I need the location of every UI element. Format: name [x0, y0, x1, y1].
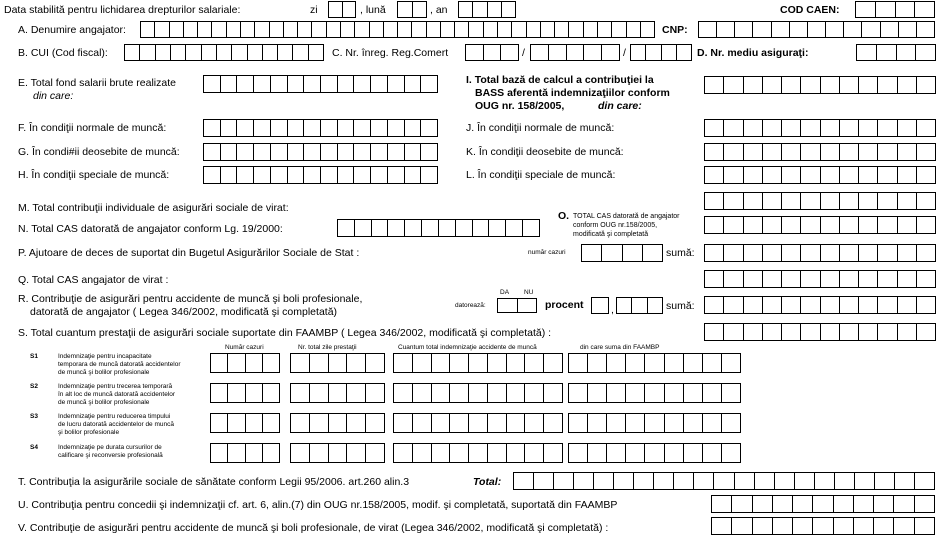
s1-code: S1 — [30, 353, 38, 360]
cui-label: B. CUI (Cod fiscal): — [18, 47, 108, 59]
s1-desc-3: de muncă şi bolilor profesionale — [58, 369, 150, 376]
health-contrib-label: T. Contribuţia la asigurările sociale de sănătate conform Legii 95/2006. art.260 alin.3 — [18, 476, 410, 488]
owes-no-label: NU — [524, 289, 534, 296]
month-input[interactable] — [397, 1, 427, 18]
death-aid-cases-label: număr cazuri — [528, 249, 566, 256]
accident-sum-input[interactable] — [704, 296, 936, 314]
s1-days-input[interactable] — [290, 353, 385, 373]
s4-amount-input[interactable] — [393, 443, 563, 463]
bass-special-label: K. În condiţii deosebite de muncă: — [466, 146, 624, 158]
owes-yes-no-input[interactable] — [497, 298, 537, 313]
s3-cases-input[interactable] — [210, 413, 280, 433]
bass-base-label-3: OUG nr. 158/2005, — [475, 100, 565, 112]
particular-conditions-input[interactable] — [203, 166, 438, 184]
bass-special-input[interactable] — [704, 143, 936, 161]
cnp-label: CNP: — [662, 24, 688, 36]
cas-total-label: Q. Total CAS angajator de virat : — [18, 274, 169, 286]
avg-insured-input[interactable] — [856, 44, 936, 61]
s3-days-input[interactable] — [290, 413, 385, 433]
gross-salary-label: E. Total fond salarii brute realizate — [18, 77, 176, 89]
cod-caen-label: COD CAEN: — [780, 4, 840, 16]
health-contrib-input[interactable] — [513, 472, 935, 490]
s4-desc-2: calificare şi reconversie profesională — [58, 452, 163, 459]
death-aid-sum-input[interactable] — [704, 244, 936, 262]
normal-conditions-label: F. În condiţii normale de muncă: — [18, 122, 167, 134]
percent-comma: , — [611, 304, 614, 316]
cui-input[interactable] — [124, 44, 324, 61]
avg-insured-label: D. Nr. mediu asiguraţi: — [697, 47, 809, 59]
leave-contrib-label: U. Contribuţia pentru concedii şi indemnizaţii cf. art. 6, alin.(7) din OUG nr.158/2005, modif. şi completată, suportată din FAAMBP — [18, 499, 618, 511]
bass-base-label-2: BASS aferentă indemnizaţiilor conform — [475, 87, 670, 99]
s-header-amount: Cuantum total indemnizaţie accidente de muncă — [398, 344, 537, 351]
reg-com-slash-1: / — [522, 47, 525, 59]
s3-faambp-input[interactable] — [568, 413, 741, 433]
s4-days-input[interactable] — [290, 443, 385, 463]
month-label: , lună — [360, 4, 386, 16]
reg-com-input-1[interactable] — [465, 44, 519, 61]
special-conditions-input[interactable] — [203, 143, 438, 161]
s3-code: S3 — [30, 413, 38, 420]
date-label: Data stabilită pentru lichidarea drepturilor salariale: — [4, 4, 241, 16]
death-aid-label: P. Ajutoare de deces de suportat din Bugetul Asigurărilor Sociale de Stat : — [18, 247, 360, 259]
s1-desc-1: Indemnizaţie pentru incapacitate — [58, 353, 152, 360]
s1-cases-input[interactable] — [210, 353, 280, 373]
cas-oug-input[interactable] — [704, 216, 936, 234]
s4-faambp-input[interactable] — [568, 443, 741, 463]
s4-code: S4 — [30, 444, 38, 451]
s2-days-input[interactable] — [290, 383, 385, 403]
percent-int-input[interactable] — [591, 297, 609, 314]
special-conditions-label: G. În condi#ii deosebite de muncă: — [18, 146, 180, 158]
s2-amount-input[interactable] — [393, 383, 563, 403]
s1-desc-2: temporara de muncă datorată accidentelor — [58, 361, 181, 368]
bass-particular-label: L. În condiţii speciale de muncă: — [466, 169, 616, 181]
accident-payable-input[interactable] — [711, 517, 935, 535]
s1-faambp-input[interactable] — [568, 353, 741, 373]
year-input[interactable] — [458, 1, 516, 18]
leave-contrib-input[interactable] — [711, 495, 935, 513]
cas-employer-input[interactable] — [337, 219, 540, 237]
cnp-input[interactable] — [698, 21, 935, 38]
reg-com-input-3[interactable] — [630, 44, 692, 61]
s3-desc-1: Indemnizaţie pentru reducerea timpului — [58, 413, 171, 420]
cas-oug-label-2: conform OUG nr.158/2005, — [573, 222, 658, 229]
employer-name-input[interactable] — [140, 21, 655, 38]
faambp-total-label: S. Total cuantum prestaţii de asigurări sociale suportate din FAAMBP ( Legea 346/2002, modificată şi completată) : — [18, 327, 552, 339]
percent-label: procent — [545, 299, 584, 311]
faambp-total-input[interactable] — [704, 323, 936, 341]
bass-particular-input[interactable] — [704, 166, 936, 184]
accident-payable-label: V. Contribuţie de asigurări pentru accidente de muncă şi boli profesionale, de virat (Legea 346/2002, modificată şi completată) : — [18, 522, 609, 534]
cod-caen-input[interactable] — [855, 1, 935, 18]
employer-name-label: A. Denumire angajator: — [18, 24, 126, 36]
day-label: zi — [310, 4, 318, 16]
reg-com-label: C. Nr. înreg. Reg.Comert — [332, 47, 449, 59]
accident-contrib-label-2: datorată de angajator ( Legea 346/2002, modificată şi completată) — [30, 306, 338, 318]
s2-desc-1: Indemnizaţie pentru trecerea temporară — [58, 383, 173, 390]
cas-oug-label-3: modificată şi completată — [573, 231, 649, 238]
day-input[interactable] — [328, 1, 356, 18]
reg-com-input-2[interactable] — [530, 44, 620, 61]
normal-conditions-input[interactable] — [203, 119, 438, 137]
s2-desc-2: în alt loc de muncă datorată accidentelor — [58, 391, 176, 398]
cas-oug-letter: O. — [558, 210, 570, 222]
s-header-days: Nr. total zile prestaţii — [298, 344, 357, 351]
accident-contrib-label-1: R. Contribuţie de asigurări pentru accidente de muncă şi boli profesionale, — [18, 293, 363, 305]
accident-sum-label: sumă: — [666, 300, 695, 312]
owes-label: datorează: — [455, 302, 486, 309]
health-contrib-total-label: Total: — [473, 476, 502, 488]
bass-base-input[interactable] — [704, 76, 936, 94]
gross-salary-sub-label: din care: — [33, 90, 74, 102]
individual-contrib-input[interactable] — [704, 192, 936, 210]
particular-conditions-label: H. În condiţii speciale de muncă: — [18, 169, 170, 181]
s3-desc-3: şi bolilor profesionale — [58, 429, 120, 436]
bass-base-sub-label: din care: — [598, 100, 642, 112]
bass-normal-input[interactable] — [704, 119, 936, 137]
s3-desc-2: de lucru datorată accidentelor de muncă — [58, 421, 174, 428]
s4-cases-input[interactable] — [210, 443, 280, 463]
reg-com-slash-2: / — [623, 47, 626, 59]
bass-base-label-1: I. Total bază de calcul a contribuţiei la — [466, 74, 654, 86]
s4-desc-1: Indemnizaţie pe durata cursurilor de — [58, 444, 162, 451]
bass-normal-label: J. În condiţii normale de muncă: — [466, 122, 615, 134]
s3-amount-input[interactable] — [393, 413, 563, 433]
individual-contrib-label: M. Total contribuţii individuale de asigurări sociale de virat: — [18, 202, 289, 214]
s2-cases-input[interactable] — [210, 383, 280, 403]
owes-yes-label: DA — [500, 289, 510, 296]
percent-dec-input[interactable] — [616, 297, 663, 314]
s1-amount-input[interactable] — [393, 353, 563, 373]
year-label: , an — [430, 4, 448, 16]
s2-faambp-input[interactable] — [568, 383, 741, 403]
cas-employer-label: N. Total CAS datorată de angajator conform Lg. 19/2000: — [18, 223, 283, 235]
s2-code: S2 — [30, 383, 38, 390]
s-header-faambp: din care suma din FAAMBP — [580, 344, 660, 351]
death-aid-sum-label: sumă: — [666, 247, 695, 259]
cas-oug-label-1: TOTAL CAS datorată de angajator — [573, 213, 680, 220]
death-aid-cases-input[interactable] — [581, 244, 663, 262]
s-header-cases: Număr cazuri — [225, 344, 264, 351]
gross-salary-input[interactable] — [203, 75, 438, 93]
cas-total-input[interactable] — [704, 270, 936, 288]
s2-desc-3: de muncă şi bolilor profesionale — [58, 399, 150, 406]
